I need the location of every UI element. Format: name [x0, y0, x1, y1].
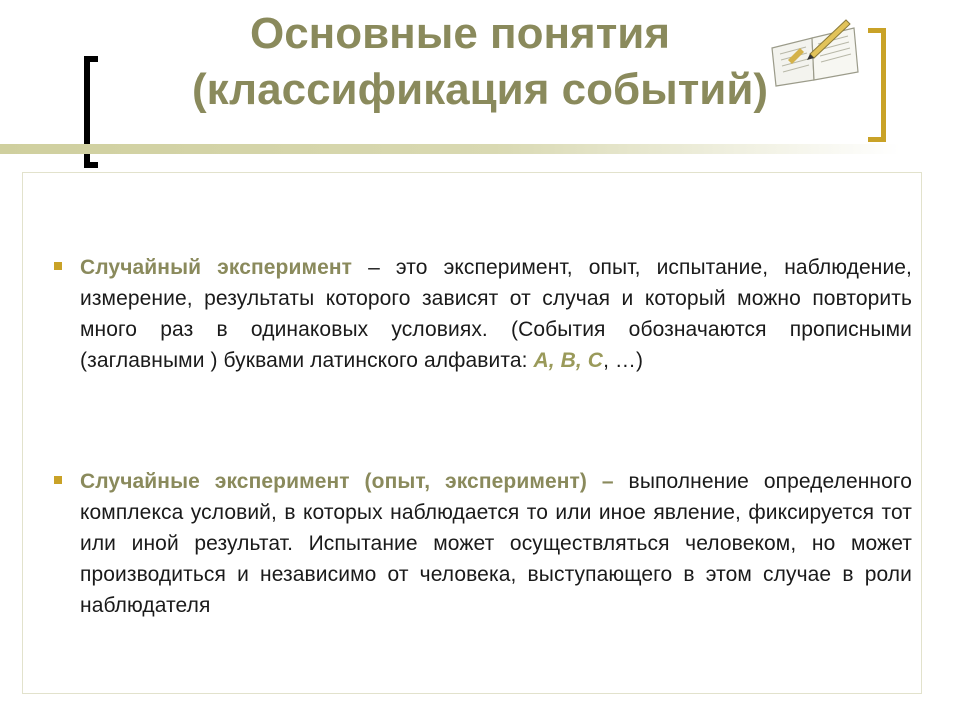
term-label: Случайный эксперимент: [80, 256, 353, 279]
title-line-2: (классификация событий): [191, 65, 769, 114]
definition-text: – это эксперимент, опыт, испытание, наблюдение, измерение, результаты которого зависят от случая и который можно повторить много раз в одинаковых условиях. (События обозначаются прописными (заглавными ) буквами латинского алфавита:: [80, 256, 912, 372]
term-label: Случайные эксперимент (опыт, эксперимент) –: [80, 470, 614, 493]
latin-letters: A, B, C: [533, 349, 604, 372]
right-bracket-decoration: [868, 28, 886, 142]
definition-tail: , …): [603, 349, 644, 372]
bullet-marker: [54, 476, 62, 484]
open-book-icon: [766, 14, 862, 90]
bullet-item-random-trial: [80, 466, 912, 621]
title-underline-rule: [0, 144, 900, 154]
bullet-marker: [54, 262, 62, 270]
definition-text: выполнение определенного комплекса условий, в которых наблюдается то или иное явление, фиксируется тот или иной результат. Испытание может осуществляться человеком, но может производиться и независимо от человека, выступающего в этом случае в роли наблюдателя: [80, 470, 912, 617]
title-line-1: Основные понятия: [249, 9, 671, 58]
bullet-item-random-experiment: [80, 252, 912, 376]
